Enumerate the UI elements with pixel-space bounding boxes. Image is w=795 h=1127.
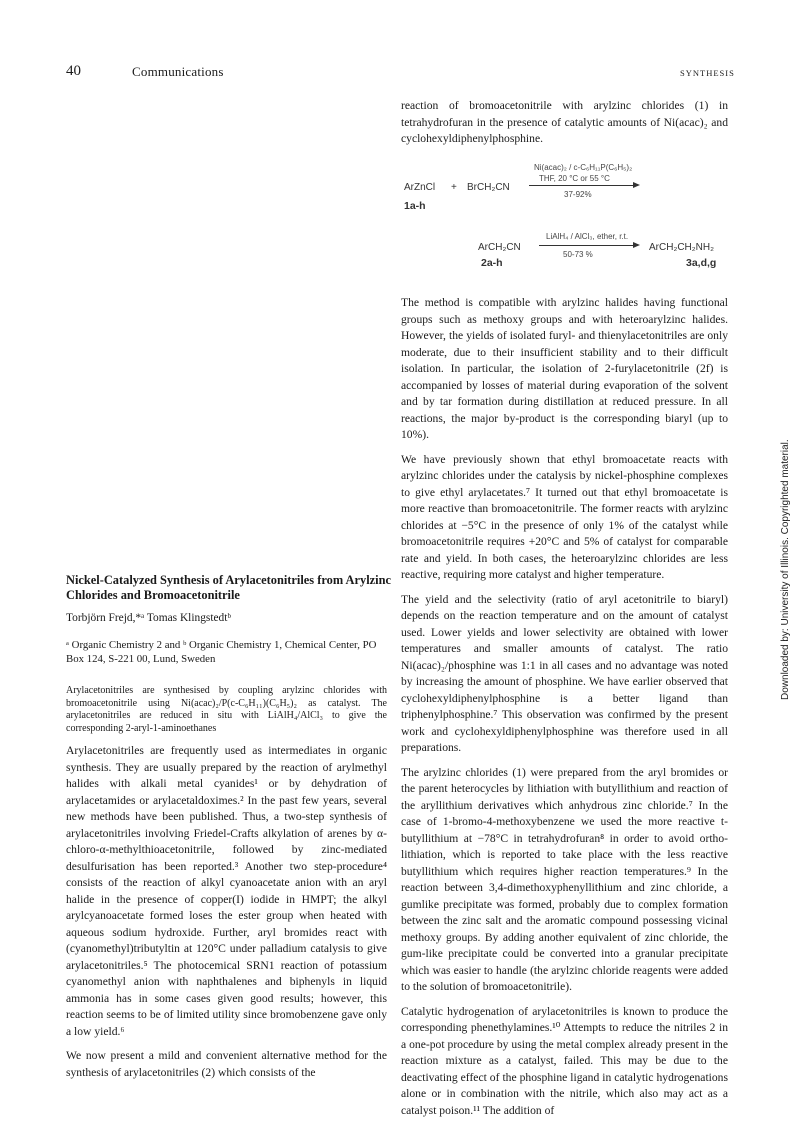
paragraph-method: We now present a mild and convenient alternative method for the synthesis of arylacetonitriles (2) which consists of the xyxy=(66,1049,387,1079)
paragraph-hydrogenation: Catalytic hydrogenation of arylacetonitriles is known to produce the corresponding phenethylamines.¹⁰ Attempts to reduce the nitriles 2 in a one-pot procedure by using the metal complex already present in the reaction mixture as a catalyst, failed. This may be due to the deactivating effect of the phosphine ligand in catalytic hydrogenations alone or in combination with the nitrile, which also may act as a catalyst poison.¹¹ The addition of xyxy=(401,1004,728,1117)
reactant-label: 1a-h xyxy=(404,200,426,212)
reagent-catalyst: Ni(acac)₂ / c-C₆H₁₁P(C₆H₅)₂ xyxy=(534,163,633,172)
yield-2: 50-73 % xyxy=(563,250,593,259)
intro-paragraph: reaction of bromoacetonitrile with arylzinc chlorides (1) in tetrahydrofuran in the presence of catalytic amounts of Ni(acac)₂ and cyclohexyldiphenylphosphine. xyxy=(401,99,728,145)
section-name: Communications xyxy=(132,64,224,79)
paragraph-introduction: Arylacetonitriles are frequently used as intermediates in organic synthesis. They are usually prepared by the reaction of arylmethyl halides with alkali metal cyanides¹ or by dehydration of arylacetamides or arylacetaldoximes.² In the past few years, several new methods have been published. Thus, a two-step synthesis of arylacetonitriles involving Friedel-Crafts alkylation of arenes by α-chloro-α-methylthioacetonitrile, followed by zinc-mediated desulfurisation has been reported.³ Another two step-procedure⁴ consists of the reaction of alkyl cyanoacetate anion with an aryl halide in the presence of copper(I) iodide in HMPT; the alkyl arylcyanoacetate formed loses the ester group when heated with aqueous sodium hydroxide. Further, aryl bromides react with (cyanomethyl)tributyltin at 120°C under palladium catalysis to give arylacetonitriles.⁵ The photocemical SRN1 reaction of potassium cyanomethyl anion with naphthalenes and biphenyls in liquid ammonia has in some cases given good results; however, this reaction seems to be of limited utility since bromobenzene gave only a low yield.⁶ xyxy=(66,744,387,1038)
reactant-arylzinc: ArZnCl xyxy=(404,182,436,193)
page-number: 40 xyxy=(66,63,81,79)
article-authors: Torbjörn Frejd,*ᵃ Tomas Klingstedtᵇ xyxy=(66,612,231,624)
reagent-conditions: THF, 20 °C or 55 °C xyxy=(539,174,610,183)
journal-name: SYNTHESIS xyxy=(680,68,735,78)
reaction-arrow-1 xyxy=(529,185,634,186)
article-title: Nickel-Catalyzed Synthesis of Arylacetonitriles from Arylzinc Chlorides and Bromoacetonitrile xyxy=(66,573,391,602)
paragraph-preparation: The arylzinc chlorides (1) were prepared from the aryl bromides or the parent heterocycles by lithiation with butyllithium and reaction of the aryllithium derivatives which anhydrous zinc chloride.⁷ In the case of 1-bromo-4-methoxybenzene we used the more reactive t-butyllithium at −78°C in tetrahydrofuran⁸ in order to avoid ortho-lithiation, which is reported to take place with the less reactive butyllithium which requires higher reaction temperatures.⁹ In the reaction between 3,4-dimethoxyphenyllithium and zinc chloride, a gumlike precipitate was formed, probably due to complex formation between the zinc salt and the aromatic compound possessing vicinal methoxy groups. By adding another equivalent of zinc chloride, the gum-like precipitate could be converted into a granular precipitate which was easier to handle (the arylzinc chloride reagents were added to the solution of bromoacetonitrile). xyxy=(401,765,728,993)
reaction-scheme xyxy=(401,160,728,272)
right-column-body xyxy=(401,295,728,1127)
product-label: 3a,d,g xyxy=(686,257,717,269)
paragraph-reactivity: We have previously shown that ethyl bromoacetate reacts with arylzinc chlorides under the catalysis by nickel-phosphine complexes to give ethyl arylacetates.⁷ It turned out that ethyl bromoacetate is more reactive than bromoacetonitrile. The former reacts with arylzinc chlorides at −5°C in the presence of only 1% of the catalyst while bromoacetonitrile requires +20°C and 5% of catalyst for comparable rate and yield. In both cases, the heteroarylzinc chlorides are less reactive, requiring more catalyst and higher temperature. xyxy=(401,452,728,581)
arrowhead-1 xyxy=(633,182,640,188)
article-abstract: Arylacetonitriles are synthesised by coupling arylzinc chlorides with bromoacetonitrile using Ni(acac)₂/P(c-C₆H₁₁)(C₆H₅)₂ as catalyst. The arylacetonitriles are reduced in situ with LiAlH₄/AlCl₃ to give the corresponding 2-aryl-1-aminoethanes xyxy=(66,685,387,734)
arrowhead-2 xyxy=(633,242,640,248)
reactant-bromoacetonitrile: BrCH₂CN xyxy=(467,182,510,193)
paragraph-selectivity: The yield and the selectivity (ratio of aryl acetonitrile to biaryl) depends on the reaction temperature and on the amount of catalyst used. Lower yields and lower selectivity are obtained with lower temperatures and smaller amounts of catalyst. The ratio Ni(acac)₂/phosphine was 1:1 in all cases and no advantage was noted by increasing the amount of phosphine. We have earlier observed that cyclohexyldiphenylphosphine is a better ligand than triphenylphosphine.⁷ This observation was confirmed by the present work and cyclohexyldiphenylphosphine was therefore used in all preparations. xyxy=(401,592,728,754)
plus-sign: + xyxy=(451,182,457,193)
amine-product: ArCH₂CH₂NH₂ xyxy=(649,242,714,253)
left-column-body xyxy=(66,743,387,1089)
reduction-reagents: LiAlH₄ / AlCl₃, ether, r.t. xyxy=(546,232,629,241)
paragraph-compatibility: The method is compatible with arylzinc halides having functional groups such as methoxy groups and with heteroarylzinc halides. However, the yields of isolated furyl- and thienylacetonitriles are only moderate, due to their insufficient stability and to their difficult isolation. In particular, the isolation of 2-furylacetonitrile (2f) is accompanied by losses of material during evaporation of the solvent and by tar formation during distillation at reduced pressure. In all reactions, the major by-product is the corresponding biaryl (up to 10%). xyxy=(401,296,728,441)
reaction-arrow-2 xyxy=(539,245,634,246)
author-affiliation: ᵃ Organic Chemistry 2 and ᵇ Organic Chemistry 1, Chemical Center, PO Box 124, S-221 00, Lund, Sweden xyxy=(66,639,377,665)
nitrile-intermediate: ArCH₂CN xyxy=(478,242,521,253)
intermediate-label: 2a-h xyxy=(481,257,503,269)
download-watermark-text: Downloaded by: University of Illinois. Copyrighted material. xyxy=(780,439,791,700)
yield-1: 37-92% xyxy=(564,190,592,199)
